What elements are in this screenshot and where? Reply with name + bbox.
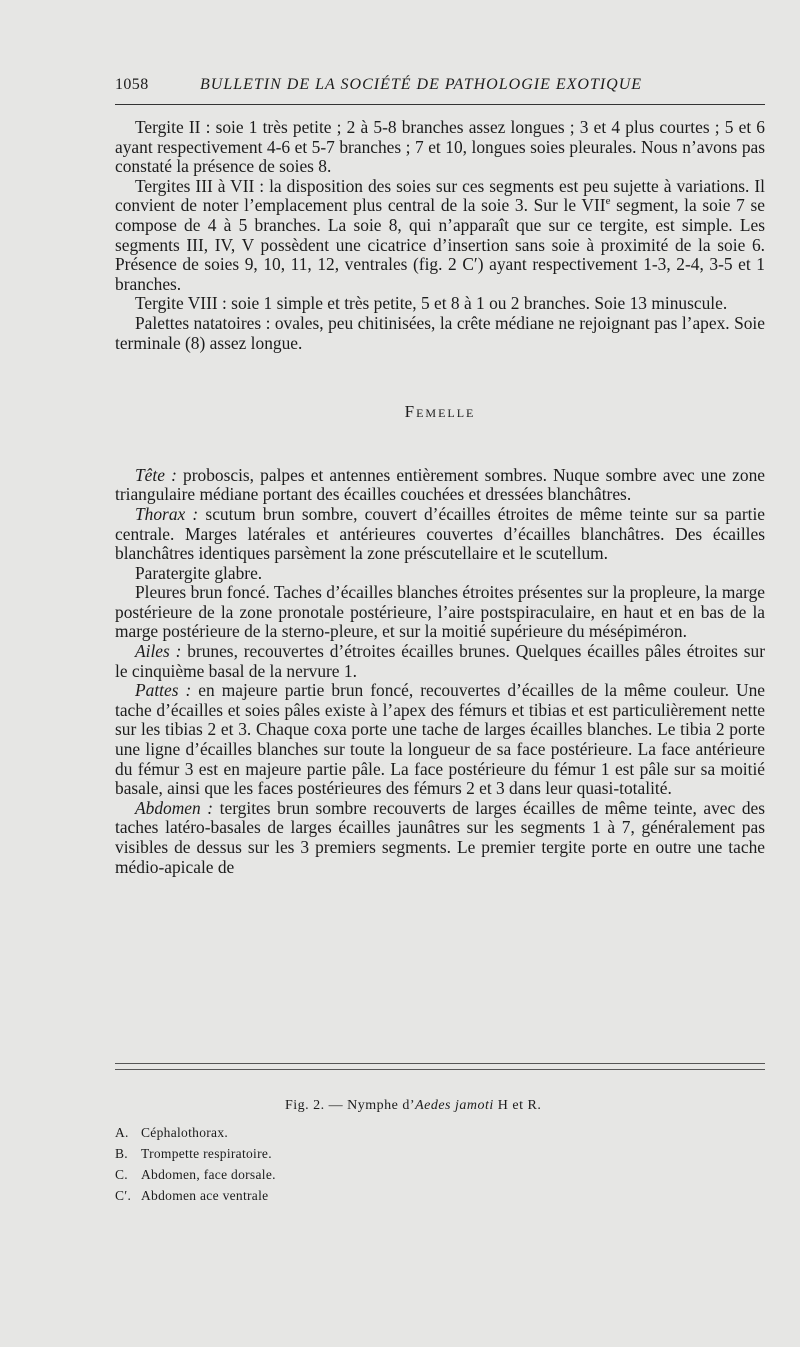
legend-item (115, 1185, 276, 1206)
legend-item (115, 1122, 276, 1143)
legend-item (115, 1143, 276, 1164)
legend-key: A. (115, 1125, 129, 1140)
legend-key: C′. (115, 1188, 132, 1203)
paragraph-thorax (115, 505, 765, 564)
header-rule (115, 104, 765, 105)
legend-item (115, 1164, 276, 1185)
label-pattes: Pattes : (135, 680, 192, 701)
section-title-femelle: Femelle (404, 402, 476, 422)
superscript: e (605, 195, 611, 208)
legend-text: Abdomen ace ventrale (141, 1188, 269, 1203)
paragraph-text: segment, la soie 7 se compose de 4 à 5 branches. La soie 8, qui n’apparaît que sur ce tergite, est simple. Les segments III, IV, V possèdent une cicatrice d’insertion sans soie à proximité de la soie 6. Présence de soies 9, 10, 11, 12, ventrales (fig. 2 C′) ayant respectivement 1-3, 2-4, 3-5 et 1 branches. (115, 195, 765, 294)
paragraph-tergites-iii-vii (115, 177, 765, 295)
legend-text: Abdomen, face dorsale. (141, 1167, 276, 1182)
page-number: 1058 (115, 76, 149, 93)
paragraph-pattes (115, 681, 765, 799)
paragraph-text: scutum brun sombre, couvert d’écailles étroites de même teinte sur sa partie centrale. Marges latérales et antérieures couvertes d’écailles blanchâtres. Des écailles blanchâtres identiques parsèment la zone préscutellaire et le scutellum. (115, 503, 765, 564)
journal-title: BULLETIN DE LA SOCIÉTÉ DE PATHOLOGIE EXOTIQUE (200, 76, 643, 93)
legend-key: B. (115, 1146, 128, 1161)
caption-text: Fig. 2. — Nymphe d’ (285, 1098, 416, 1113)
caption-text: H et R. (493, 1098, 542, 1113)
figure-caption (285, 1098, 541, 1114)
paragraph-text: tergites brun sombre recouverts de larges écailles de même teinte, avec des taches latéro-basales de larges écailles jaunâtres sur les segments 1 à 7, généralement pas visibles de dessus sur les 3 premiers segments. Le premier tergite porte en outre une tache médio-apicale de (115, 797, 766, 877)
paragraph-palettes: Palettes natatoires : ovales, peu chitinisées, la crête médiane ne rejoignant pas l’apex. Soie terminale (8) assez longue. (115, 312, 765, 353)
label-tete: Tête : (135, 464, 177, 485)
paragraph-text: en majeure partie brun foncé, recouvertes d’écailles de la même couleur. Une tache d’écailles et soies pâles existe à l’apex des fémurs et tibias et est particulièrement nette sur les tibias 2 et 3. Chaque coxa porte une tache de larges écailles blanches. Le tibia 2 porte une ligne d’écailles blanches sur toute la longueur de sa face postérieure. La face antérieure du fémur 3 est en majeure partie pâle. La face postérieure du fémur 1 est pâle sur sa moitié basale, ainsi que les faces postérieures des fémurs 2 et 3 dans leur quasi-totalité. (115, 680, 766, 799)
paragraph-text: proboscis, palpes et antennes entièrement sombres. Nuque sombre avec une zone triangulaire médiane portant des écailles couchées et dressées blanchâtres. (115, 464, 765, 505)
paragraph-pleures: Pleures brun foncé. Taches d’écailles blanches étroites présentes sur la propleure, la marge postérieure de la zone pronotale postérieure, l’aire postspiraculaire, en haut et en bas de la marge postérieure de la sterno-pleure, et sur la moitié supérieure du mésépiméron. (115, 582, 765, 642)
legend-text: Céphalothorax. (141, 1125, 229, 1140)
paragraph-tete (115, 466, 765, 505)
label-abdomen: Abdomen : (135, 797, 214, 818)
article-body (115, 118, 765, 877)
label-ailes: Ailes : (135, 641, 182, 662)
paragraph-tergite-viii: Tergite VIII : soie 1 simple et très petite, 5 et 8 à 1 ou 2 branches. Soie 13 minuscule. (135, 293, 728, 314)
paragraph-ailes (115, 642, 765, 681)
caption-species: Aedes jamoti (415, 1098, 494, 1113)
legend-text: Trompette respiratoire. (141, 1146, 272, 1161)
figure-divider (115, 1063, 765, 1070)
paragraph-tergite-ii: Tergite II : soie 1 très petite ; 2 à 5-8 branches assez longues ; 3 et 4 plus courtes ; 5 et 6 ayant respectivement 4-6 et 5-7 branches ; 7 et 10, longues soies pleurales. Nous n’avons pas constaté la présence de soies 8. (115, 117, 765, 177)
paragraph-abdomen (115, 799, 765, 877)
figure-legend (115, 1122, 276, 1206)
paragraph-text: brunes, recouvertes d’étroites écailles brunes. Quelques écailles pâles étroites sur le cinquième basal de la nervure 1. (115, 641, 765, 681)
paragraph-text: Tergites III à VII : la disposition des soies sur ces segments est peu sujette à variations. Il convient de noter l’emplacement plus central de la soie 3. Sur le VII (115, 175, 765, 216)
label-thorax: Thorax : (135, 503, 199, 524)
legend-key: C. (115, 1167, 128, 1182)
paragraph-paratergite: Paratergite glabre. (135, 562, 263, 583)
